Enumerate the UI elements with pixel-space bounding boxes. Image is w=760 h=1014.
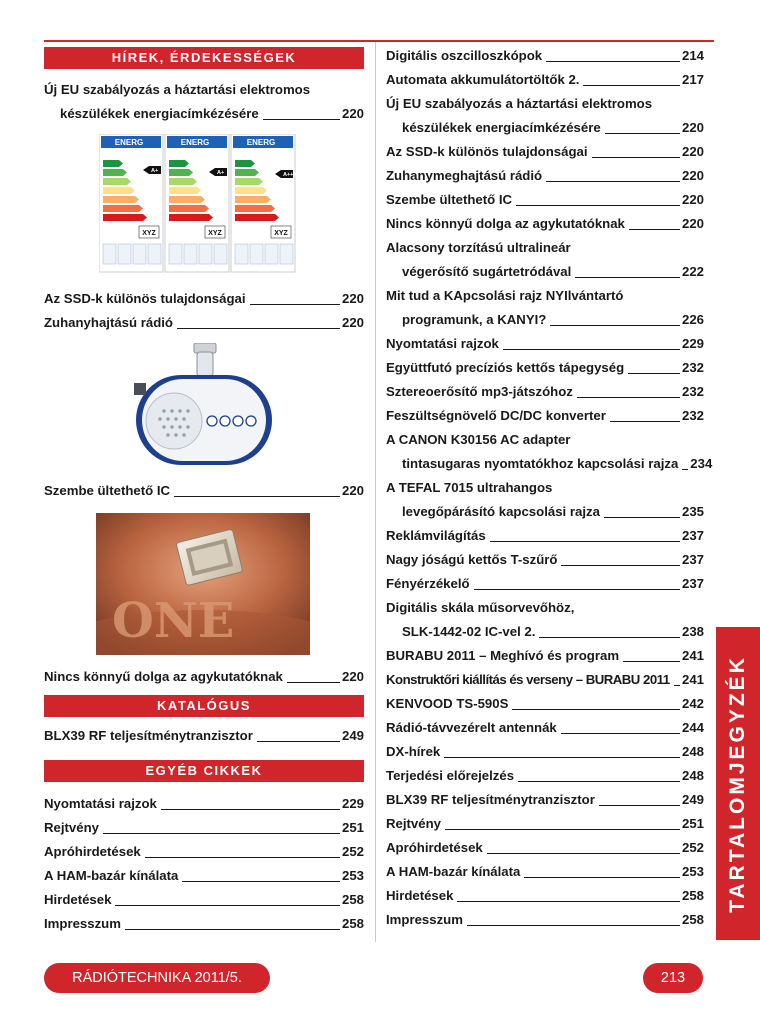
toc-entry-title: Digitális oszcilloszkópok [386,48,543,63]
toc-entry[interactable] [386,404,704,428]
toc-entry[interactable] [386,236,704,284]
toc-entry-title-cont: programunk, a KANYI? [402,312,547,327]
section-header-news: HÍREK, ÉRDEKESSÉGEK [44,47,364,69]
section-header-other: EGYÉB CIKKEK [44,760,364,782]
energy-class-bar [235,205,275,212]
energy-pictogram [199,244,212,264]
toc-entry[interactable] [386,692,704,716]
toc-entry[interactable] [386,644,704,668]
other-list [44,792,364,936]
column-divider [375,42,376,942]
toc-entry-title: Terjedési előrejelzés [386,768,515,783]
toc-entry-title: A HAM-bazár kínálata [386,864,521,879]
toc-entry-title: Hirdetések [386,888,454,903]
leader-line [610,421,680,422]
leader-line [575,277,680,278]
left-column [44,47,364,936]
leader-line [561,733,680,734]
news-list-3 [44,479,364,503]
toc-entry-title-cont: tintasugaras nyomtatókhoz kapcsolási rajza [402,456,679,471]
toc-entry-page: 242 [681,696,704,711]
toc-entry-title: BLX39 RF teljesítménytranzisztor [386,792,595,807]
toc-entry-page: 253 [341,868,364,883]
toc-entry[interactable] [386,44,704,68]
toc-entry-page: 258 [681,888,704,903]
toc-entry-page: 234 [690,456,713,471]
toc-entry-page: 241 [681,672,704,687]
toc-entry-title: Szembe ültethető IC [386,192,513,207]
toc-entry[interactable] [44,479,364,503]
toc-entry[interactable] [386,356,704,380]
toc-entry-title: Nagy jóságú kettős T-szűrő [386,552,558,567]
section-sidebar-tab [716,627,760,940]
energy-badge-text: ENERG [180,138,210,147]
toc-entry-title: A CANON K30156 AC adapter [386,432,571,447]
toc-entry-page: 237 [681,552,704,567]
toc-entry[interactable] [386,908,704,932]
leader-line [287,682,340,683]
toc-entry[interactable] [386,476,704,524]
toc-entry-title: Impresszum [386,912,463,927]
energy-class-bar [169,205,209,212]
toc-entry-title: Impresszum [44,916,121,931]
energy-pictogram [148,244,161,264]
energy-pictogram [265,244,278,264]
toc-entry-page: 253 [681,864,704,879]
toc-entry-title-cont: SLK-1442-02 IC-vel 2. [402,624,536,639]
energy-class-bar [169,160,189,167]
toc-entry[interactable] [386,764,704,788]
toc-entry-title: Automata akkumulátortöltők 2. [386,72,580,87]
toc-entry[interactable] [44,665,364,689]
energy-labels-figure [99,134,349,276]
toc-entry-page: 251 [681,816,704,831]
energy-pictogram [235,244,248,264]
toc-entry-page: 237 [681,528,704,543]
energy-class-bar [103,196,139,203]
energy-pictogram [250,244,263,264]
toc-entry[interactable] [386,380,704,404]
footer-page-number: 213 [643,963,703,993]
toc-entry[interactable] [386,524,704,548]
toc-entry-page: 214 [681,48,704,63]
energy-name-text: XYZ [274,230,288,237]
leader-line [605,133,680,134]
toc-entry-page: 229 [681,336,704,351]
leader-line [546,181,680,182]
toc-entry-page: 238 [681,624,704,639]
toc-entry-title: Digitális skála műsorvevőhöz, [386,600,575,615]
leader-line [257,741,340,742]
energy-pictogram [214,244,227,264]
toc-entry[interactable] [386,596,704,644]
energy-class-bar [169,178,197,185]
toc-entry-page: 220 [341,291,364,306]
toc-entry[interactable] [386,212,704,236]
toc-entry-title: Feszültségnövelő DC/DC konverter [386,408,606,423]
energy-label [165,134,229,272]
leader-line [174,496,340,497]
toc-entry[interactable] [386,716,704,740]
toc-entry-title: Rejtvény [44,820,99,835]
toc-entry-page: 237 [681,576,704,591]
toc-entry[interactable] [44,864,364,888]
energy-class-bar [235,214,279,221]
toc-entry[interactable] [386,140,704,164]
energy-name-text: XYZ [142,230,156,237]
toc-entry-title: Apróhirdetések [386,840,483,855]
toc-entry-page: 241 [681,648,704,663]
leader-line [182,881,340,882]
toc-entry-title: KENVOOD TS-590S [386,696,509,711]
toc-entry[interactable] [44,888,364,912]
news-list-4 [44,665,364,689]
leader-line [518,781,680,782]
toc-entry[interactable] [44,816,364,840]
energy-class-bar [235,160,255,167]
energy-class-bar [169,214,213,221]
toc-entry-title-cont: levegőpárásító kapcsolási rajza [402,504,600,519]
energy-class-bar [103,160,123,167]
leader-line [550,325,680,326]
leader-line [103,833,340,834]
leader-line [682,469,688,470]
toc-entry-title: Az SSD-k különös tulajdonságai [44,291,246,306]
toc-entry-title: BLX39 RF teljesítménytranzisztor [44,728,253,743]
toc-entry-title: Konstruktőri kiállítás és verseny – BURABU 2011 [386,672,670,687]
toc-entry-page: 232 [681,384,704,399]
toc-entry[interactable] [44,287,364,311]
toc-entry-title: Mit tud a KApcsolási rajz NYIlvántartó [386,288,624,303]
top-rule [44,40,714,42]
toc-entry-title: Nyomtatási rajzok [44,796,157,811]
section-header-catalog: KATALÓGUS [44,695,364,717]
leader-line [561,565,680,566]
toc-entry-title: Szembe ültethető IC [44,483,171,498]
toc-entry-page: 220 [681,120,704,135]
toc-entry[interactable] [386,164,704,188]
leader-line [474,589,680,590]
energy-class-text: A+++ [283,172,297,178]
toc-entry-title-cont: készülékek energiacímkézésére [60,106,259,121]
news-list-2 [44,287,364,335]
toc-entry[interactable] [386,668,704,692]
toc-entry-page: 220 [681,144,704,159]
leader-line [524,877,680,878]
toc-entry-page: 220 [681,168,704,183]
leader-line [604,517,680,518]
toc-entry-page: 248 [681,768,704,783]
leader-line [539,637,680,638]
toc-entry[interactable] [386,188,704,212]
toc-entry-title-cont: végerősítő sugártetródával [402,264,572,279]
toc-entry-title: Apróhirdetések [44,844,141,859]
leader-line [467,925,680,926]
leader-line [445,829,680,830]
toc-entry-page: 220 [681,192,704,207]
leader-line [177,328,340,329]
toc-entry[interactable] [386,68,704,92]
toc-entry[interactable] [386,788,704,812]
toc-entry-title-cont: készülékek energiacímkézésére [402,120,601,135]
energy-class-bar [103,214,147,221]
energy-name-text: XYZ [208,230,222,237]
toc-entry-page: 252 [341,844,364,859]
coin-chip-image [96,513,310,655]
toc-entry-page: 258 [341,892,364,907]
energy-class-text: A+ [217,170,225,176]
toc-entry-page: 258 [681,912,704,927]
toc-entry-page: 258 [341,916,364,931]
toc-entry-title: Zuhanyhajtású rádió [44,315,173,330]
leader-line [599,805,680,806]
toc-entry[interactable] [386,548,704,572]
toc-entry-page: 220 [681,216,704,231]
leader-line [115,905,340,906]
toc-entry-title: Új EU szabályozás a háztartási elektromos [386,96,653,111]
leader-line [263,119,340,120]
coin-engraving: ONE [112,593,235,649]
energy-class-bar [103,187,135,194]
toc-entry[interactable] [44,792,364,816]
toc-entry-page: 220 [341,106,364,121]
toc-entry-title: Hirdetések [44,892,112,907]
leader-line [444,757,680,758]
toc-entry-title: Reklámvilágítás [386,528,486,543]
leader-line [623,661,680,662]
leader-line [457,901,680,902]
toc-entry-title: Zuhanymeghajtású rádió [386,168,543,183]
toc-entry-title: Nincs könnyű dolga az agykutatóknak [44,669,283,684]
energy-pictogram [169,244,182,264]
energy-pictogram [103,244,116,264]
toc-entry-page: 252 [681,840,704,855]
toc-entry[interactable] [386,284,704,332]
toc-entry[interactable] [44,78,364,126]
shower-radio-image [134,343,274,469]
toc-entry-page: 235 [681,504,704,519]
energy-class-bar [169,169,193,176]
leader-line [125,929,340,930]
leader-line [512,709,680,710]
toc-entry[interactable] [44,840,364,864]
news-list-1 [44,78,364,126]
toc-entry-page: 222 [681,264,704,279]
toc-entry-page: 232 [681,408,704,423]
energy-class-text: A+ [151,168,159,174]
toc-entry-title: Az SSD-k különös tulajdonságai [386,144,588,159]
leader-line [583,85,680,86]
energy-class-bar [103,205,143,212]
toc-entry-page: 249 [341,728,364,743]
right-column-toc [386,44,713,932]
toc-entry[interactable] [386,92,704,140]
leader-line [629,229,680,230]
toc-entry-page: 220 [341,315,364,330]
energy-pictogram [184,244,197,264]
energy-class-bar [169,187,201,194]
energy-label [99,134,163,272]
energy-badge-text: ENERG [114,138,144,147]
leader-line [161,809,340,810]
toc-entry-title: A HAM-bazár kínálata [44,868,179,883]
toc-entry[interactable] [386,884,704,908]
toc-entry-title: Új EU szabályozás a háztartási elektromos [44,82,311,97]
energy-class-bar [169,196,205,203]
toc-entry-page: 229 [341,796,364,811]
leader-line [145,857,340,858]
toc-entry-title: Nyomtatási rajzok [386,336,499,351]
leader-line [546,61,680,62]
energy-badge-text: ENERG [246,138,276,147]
leader-line [628,373,680,374]
toc-entry-page: 220 [341,483,364,498]
toc-entry[interactable] [44,311,364,335]
toc-entry-title: Sztereoerősítő mp3-játszóhoz [386,384,573,399]
toc-entry-page: 249 [681,792,704,807]
toc-entry-title: Együttfutó precíziós kettős tápegység [386,360,625,375]
toc-entry-title: Rejtvény [386,816,441,831]
leader-line [490,541,680,542]
toc-entry[interactable] [386,860,704,884]
sidebar-label: TARTALOMJEGYZÉK [726,654,749,913]
toc-entry-title: A TEFAL 7015 ultrahangos [386,480,553,495]
toc-entry[interactable] [44,912,364,936]
toc-entry-page: 232 [681,360,704,375]
toc-entry[interactable] [386,428,713,476]
leader-line [503,349,680,350]
energy-pictogram [133,244,146,264]
toc-entry-page: 220 [341,669,364,684]
toc-entry-title: Fényérzékelő [386,576,470,591]
leader-line [516,205,680,206]
toc-entry-page: 226 [681,312,704,327]
toc-entry[interactable] [386,572,704,596]
toc-entry-title: BURABU 2011 – Meghívó és program [386,648,620,663]
energy-pictogram [280,244,293,264]
toc-entry-title: Nincs könnyű dolga az agykutatóknak [386,216,625,231]
toc-entry-title: Alacsony torzítású ultralineár [386,240,571,255]
energy-class-bar [235,169,259,176]
toc-entry-page: 217 [681,72,704,87]
toc-entry[interactable] [44,724,364,748]
toc-entry-page: 248 [681,744,704,759]
leader-line [250,304,340,305]
leader-line [592,157,680,158]
energy-class-bar [103,178,131,185]
leader-line [487,853,680,854]
catalog-list [44,724,364,748]
energy-class-bar [103,169,127,176]
toc-entry[interactable] [386,812,704,836]
footer-magazine-issue: RÁDIÓTECHNIKA 2011/5. [44,963,270,993]
toc-entry[interactable] [386,740,704,764]
toc-entry[interactable] [386,836,704,860]
leader-line [577,397,680,398]
leader-line [674,685,680,686]
toc-entry[interactable] [386,332,704,356]
energy-class-bar [235,187,267,194]
energy-class-bar [235,178,263,185]
energy-pictogram [118,244,131,264]
toc-entry-title: DX-hírek [386,744,441,759]
energy-class-bar [235,196,271,203]
toc-entry-page: 251 [341,820,364,835]
energy-label [231,134,297,272]
toc-entry-title: Rádió-távvezérelt antennák [386,720,557,735]
toc-entry-page: 244 [681,720,704,735]
